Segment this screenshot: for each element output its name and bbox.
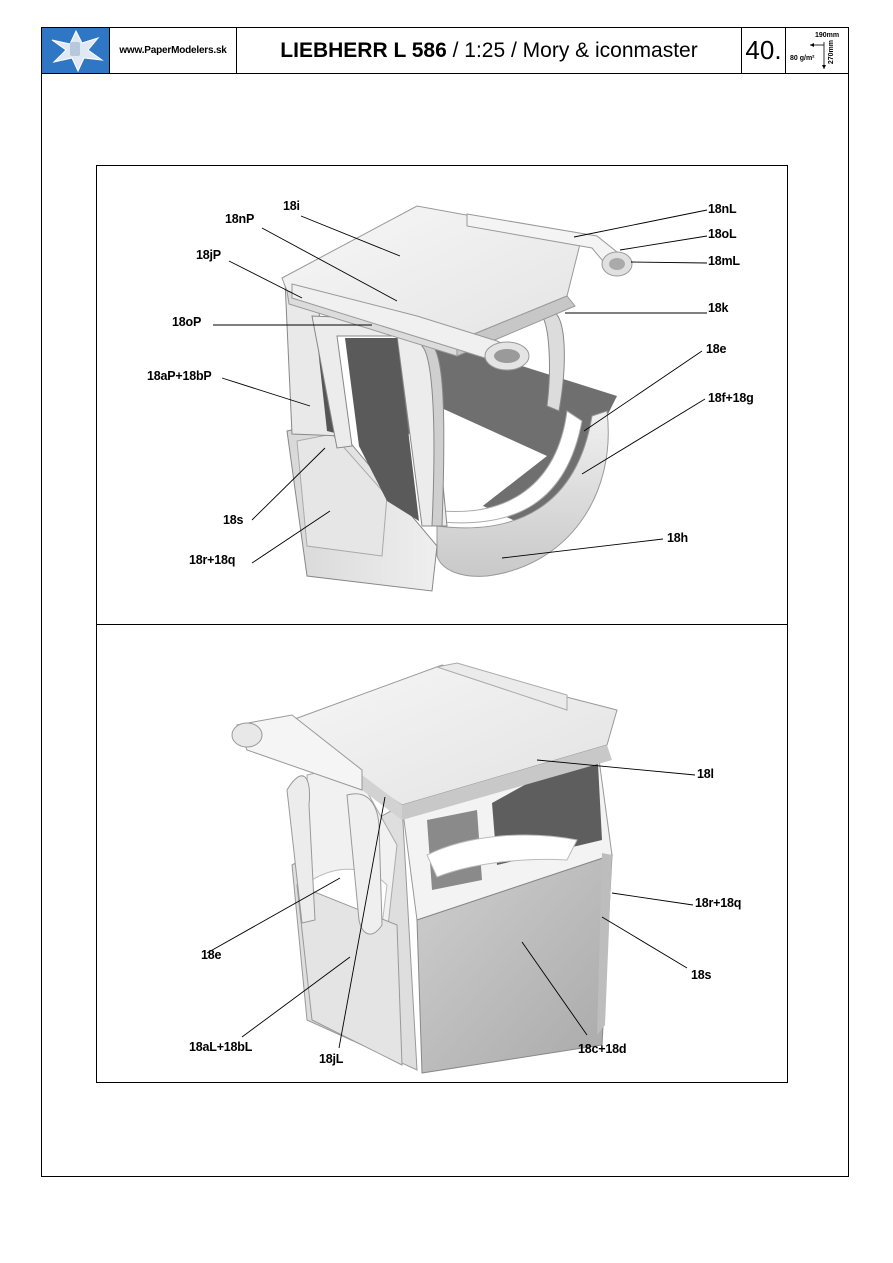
label-18c-18d: 18c+18d: [578, 1042, 627, 1056]
label-18i: 18i: [283, 199, 300, 213]
photo-panel-front: [96, 165, 788, 625]
label-18e: 18e: [706, 342, 727, 356]
model-name: LIEBHERR L 586: [280, 38, 447, 62]
paper-weight: 80 g/m²: [790, 55, 815, 62]
label-18s: 18s: [223, 513, 244, 527]
label-18oP: 18oP: [172, 315, 202, 329]
label-18mL: 18mL: [708, 254, 740, 268]
label-18aL-18bL: 18aL+18bL: [189, 1040, 253, 1054]
label-18h: 18h: [667, 531, 688, 545]
page-title: [237, 28, 742, 73]
label-18jP: 18jP: [196, 248, 221, 262]
label-18k: 18k: [708, 301, 729, 315]
label-18nL: 18nL: [708, 202, 737, 216]
paper-size-icon: [786, 28, 848, 73]
title-details: / 1:25 / Mory & iconmaster: [446, 38, 698, 62]
site-logo: [42, 28, 110, 73]
paper-width: 190mm: [815, 32, 840, 39]
label-18e-rear: 18e: [201, 948, 222, 962]
label-18r-18q-rear: 18r+18q: [695, 896, 742, 910]
page-header: [42, 28, 848, 74]
label-18r-18q: 18r+18q: [189, 553, 236, 567]
paper-spec: [786, 28, 848, 73]
label-18s-rear: 18s: [691, 968, 712, 982]
star-fist-icon: [42, 28, 110, 73]
label-18oL: 18oL: [708, 227, 737, 241]
label-18aP-18bP: 18aP+18bP: [147, 369, 212, 383]
label-18f-18g: 18f+18g: [708, 391, 754, 405]
paper-height: 270mm: [828, 40, 835, 65]
label-18jL: 18jL: [319, 1052, 344, 1066]
photo-panel-rear: [96, 624, 788, 1083]
site-url: www.PaperModelers.sk: [110, 28, 237, 73]
label-18l: 18l: [697, 767, 714, 781]
label-18nP: 18nP: [225, 212, 255, 226]
page-number: 40.: [742, 28, 786, 73]
cab-rear-photo: [97, 625, 788, 1083]
